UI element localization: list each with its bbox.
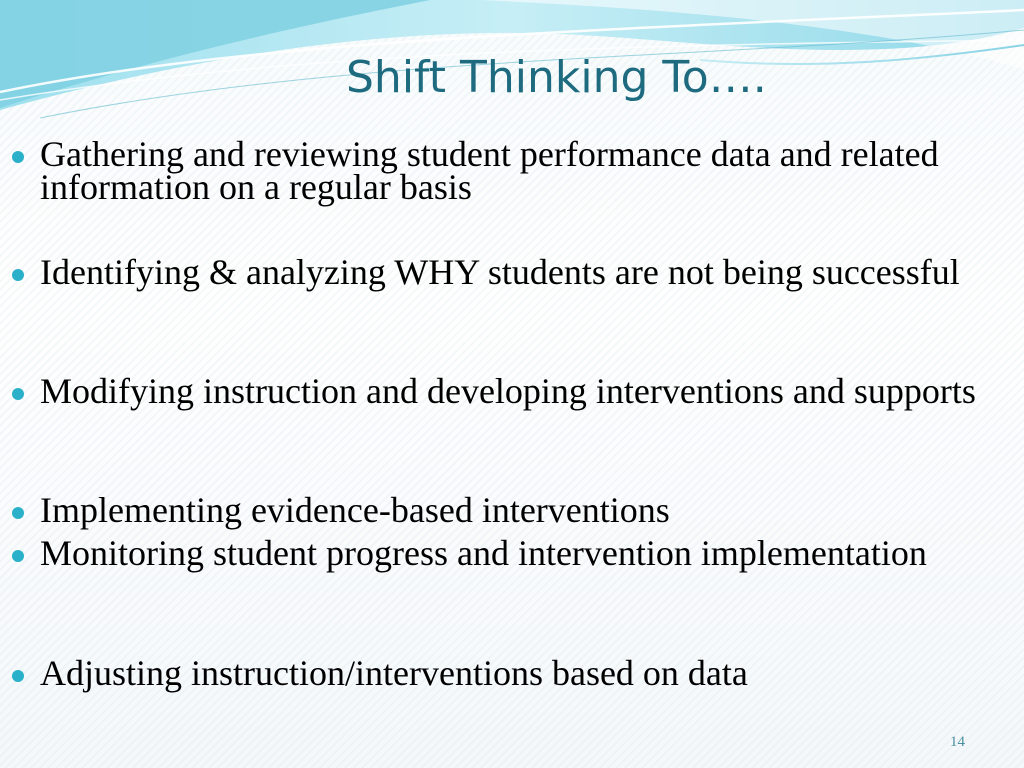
bullet-text: Adjusting instruction/interventions based on data [40, 653, 748, 693]
bullet-text: Implementing evidence-based interventions [40, 490, 670, 530]
bullet-dot-icon [12, 151, 24, 163]
bullet-dot-icon [12, 550, 24, 562]
bullet-dot-icon [12, 507, 24, 519]
slide-title: Shift Thinking To…. [346, 52, 767, 103]
bullet-dot-icon [12, 388, 24, 400]
bullet-text: Identifying & analyzing WHY students are not being successful [40, 252, 960, 292]
bullet-dot-icon [12, 670, 24, 682]
slide-page-number: 14 [950, 734, 965, 750]
bullet-text: Monitoring student progress and intervention implementation [40, 533, 927, 573]
bullet-text: Gathering and reviewing student performance data and related information on a regular basis [40, 134, 939, 207]
bullet-text: Modifying instruction and developing interventions and supports [40, 371, 976, 411]
bullet-dot-icon [12, 269, 24, 281]
